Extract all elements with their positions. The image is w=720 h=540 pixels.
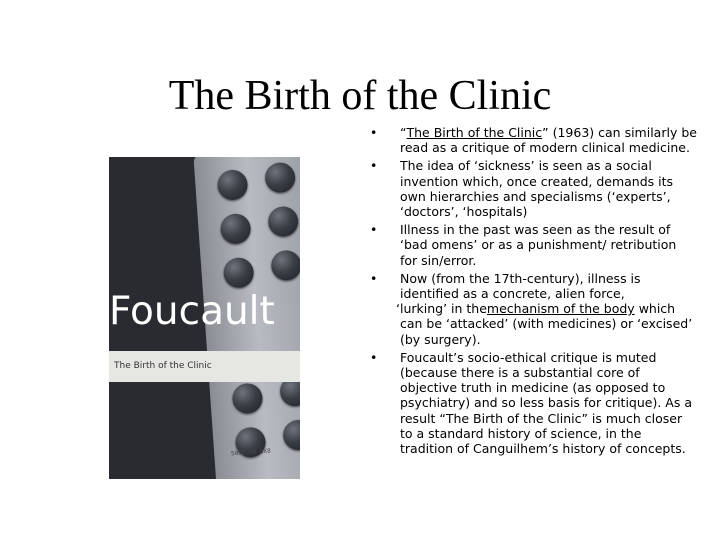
bullet-item — [367, 271, 697, 347]
pill-icon — [223, 257, 255, 289]
bullet-text: ” (1963) can similarly be read as a critique of modern clinical medicine. — [400, 125, 697, 156]
book-title-link[interactable]: The Birth of the Clinic — [406, 125, 543, 140]
pill-icon — [217, 169, 249, 201]
cover-author: Foucault — [109, 289, 275, 334]
bullet-item: • Illness in the past was seen as the result of ‘bad omens’ or as a punishment/ retribution for sin/error. — [367, 222, 697, 268]
bullet-text: which can be ‘attacked’ (with medicines) or ‘excised’ (by surgery). — [400, 301, 693, 347]
bullet-item — [367, 125, 697, 155]
cover-stamp: 5002 90 8X8 — [230, 447, 271, 458]
cover-subtitle: The Birth of the Clinic — [114, 361, 212, 371]
bullet-text: Now (from the 17th-century), illness is identified as a concrete, alien force, — [400, 270, 641, 302]
pill-icon — [270, 249, 300, 281]
pill-icon — [267, 206, 299, 238]
pill-icon — [220, 213, 252, 245]
slide-title: The Birth of the Clinic — [168, 73, 552, 119]
pill-icon — [282, 419, 300, 451]
quote-open: “ — [400, 125, 407, 140]
book-cover-image — [109, 157, 300, 479]
mechanism-link[interactable]: mechanism of the body — [486, 301, 635, 317]
pill-icon — [231, 382, 263, 414]
pill-icon — [264, 162, 296, 194]
cover-title-band — [109, 351, 300, 382]
bullet-list — [367, 125, 697, 459]
bullet-text: ‘lurking’ in the — [396, 301, 487, 317]
bullet-item: • Foucault’s socio-ethical critique is muted (because there is a substantial core of objective truth in medicine (as opposed to psychiatry) and so less basis for critique). As a result “The Birth of the Clinic” is much closer to a standard history of science, in the tradition of Canguilhem’s history of concepts. — [367, 350, 697, 456]
bullet-item: • The idea of ‘sickness’ is seen as a social invention which, once created, demands its own hierarchies and specialisms (‘experts’, ‘doctors’, ‘hospitals) — [367, 158, 697, 219]
